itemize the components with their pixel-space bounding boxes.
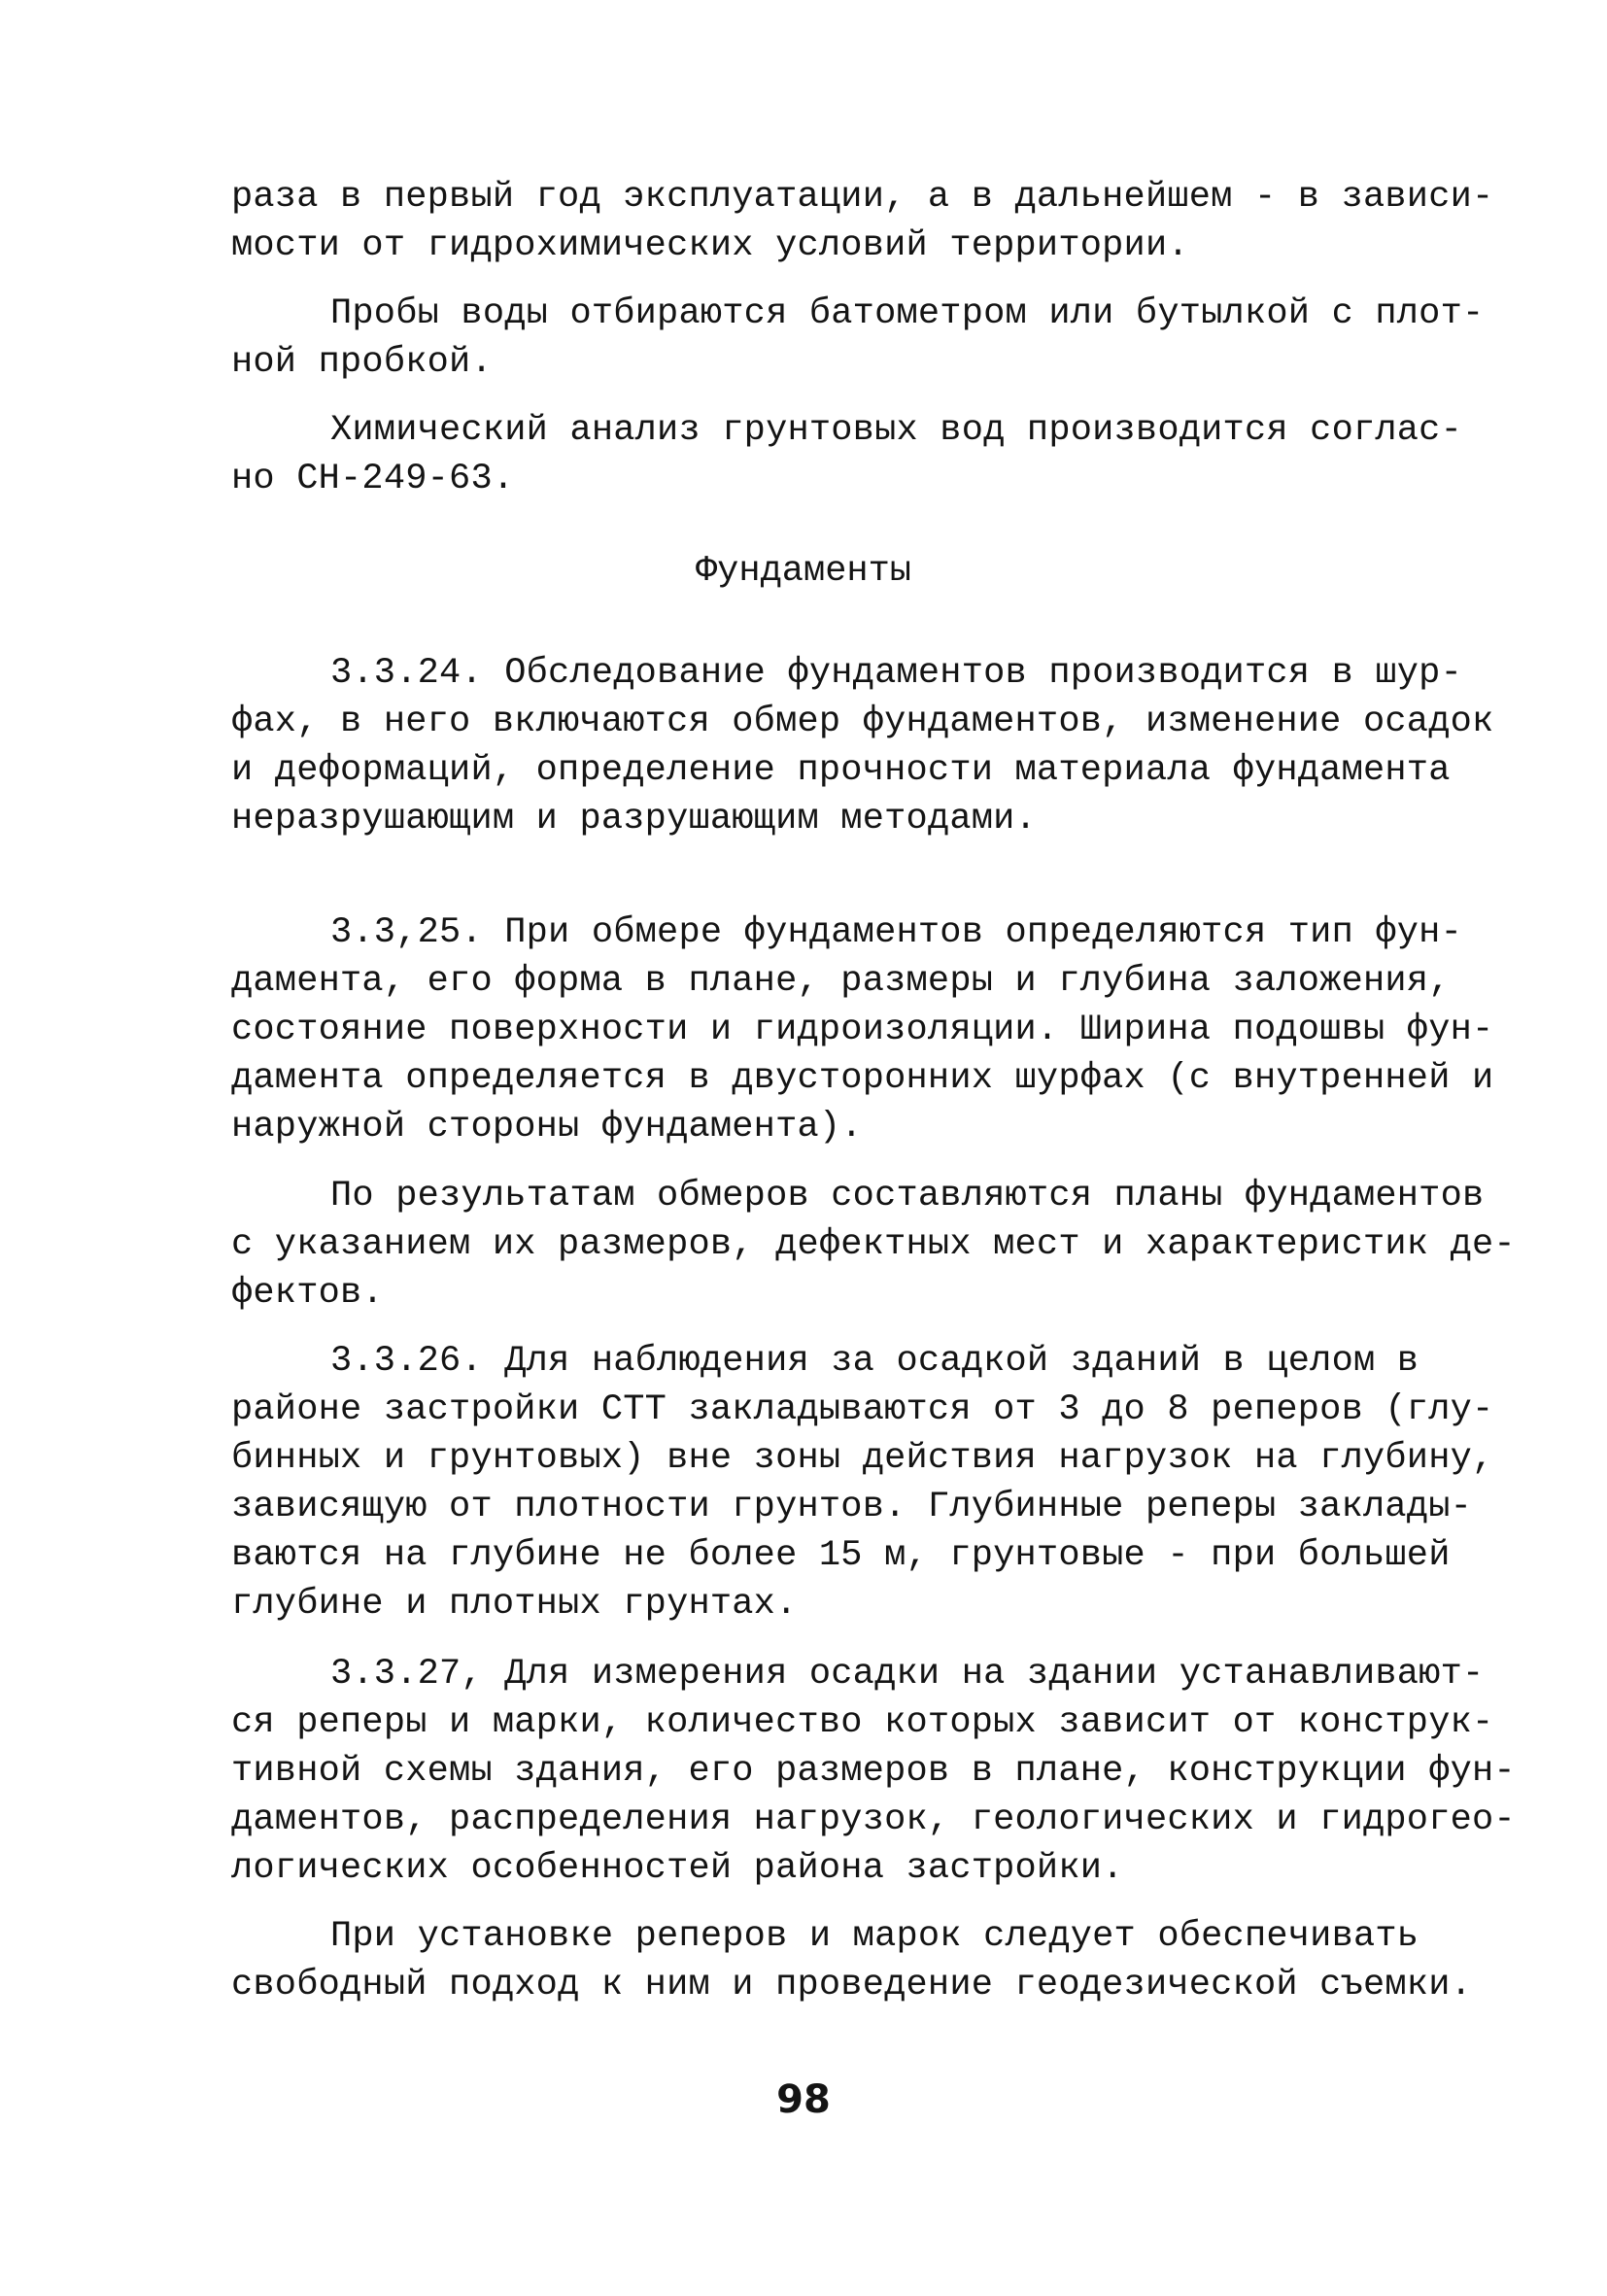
paragraph-water-samples xyxy=(231,290,1485,387)
paragraph-3-3-26 xyxy=(231,1337,1494,1628)
text-line: но СН-249-63. xyxy=(231,459,515,499)
text-line: 3.3.26. Для наблюдения за осадкой зданий в целом в xyxy=(330,1341,1419,1382)
section-heading: Фундаменты xyxy=(695,551,912,592)
text-line: и деформаций, определение прочности материала фундамента xyxy=(231,750,1451,791)
text-line: По результатам обмеров составляются планы фундаментов xyxy=(330,1176,1485,1217)
text-line: тивной схемы здания, его размеров в плане, конструкции фун- xyxy=(231,1751,1516,1792)
text-line: районе застройки СТТ закладываются от 3 до 8 реперов (глу- xyxy=(231,1389,1494,1430)
text-line: бинных и грунтовых) вне зоны действия нагрузок на глубину, xyxy=(231,1438,1494,1479)
text-line: 3.3,25. При обмере фундаментов определяются тип фун- xyxy=(330,912,1462,953)
text-line: фах, в него включаются обмер фундаментов, изменение осадок xyxy=(231,702,1494,742)
text-line: дамента, его форма в плане, размеры и глубина заложения, xyxy=(231,961,1451,1002)
text-line: Химический анализ грунтовых вод производится соглас- xyxy=(330,410,1462,451)
text-line: 3.3.27, Для измерения осадки на здании устанавливают- xyxy=(330,1654,1485,1695)
paragraph-3-3-27 xyxy=(231,1650,1516,1893)
paragraph-foundation-plans xyxy=(231,1172,1516,1318)
text-line: наружной стороны фундамента). xyxy=(231,1107,863,1148)
page-number: 98 xyxy=(776,2077,831,2122)
text-line: При установке реперов и марок следует обеспечивать xyxy=(330,1916,1419,1957)
paragraph-benchmark-access xyxy=(231,1912,1473,2009)
text-line: ся реперы и марки, количество которых зависит от конструк- xyxy=(231,1702,1494,1743)
text-line: даментов, распределения нагрузок, геологических и гидрогео- xyxy=(231,1799,1516,1840)
text-line: глубине и плотных грунтах. xyxy=(231,1584,798,1625)
text-line: логических особенностей района застройки. xyxy=(231,1848,1124,1889)
paragraph-3-3-25 xyxy=(231,908,1494,1151)
text-line: с указанием их размеров, дефектных мест и характеристик де- xyxy=(231,1224,1516,1265)
paragraph-water-sampling-frequency xyxy=(231,173,1494,270)
text-line: состояние поверхности и гидроизоляции. Ширина подошвы фун- xyxy=(231,1010,1494,1050)
text-line: ной пробкой. xyxy=(231,342,493,383)
text-line: ваются на глубине не более 15 м, грунтовые - при большей xyxy=(231,1535,1451,1576)
text-line: свободный подход к ним и проведение геодезической съемки. xyxy=(231,1965,1473,2005)
text-line: неразрушающим и разрушающим методами. xyxy=(231,799,1037,840)
text-line: зависящую от плотности грунтов. Глубинные реперы заклады- xyxy=(231,1487,1473,1527)
paragraph-chemical-analysis xyxy=(231,406,1462,503)
text-line: 3.3.24. Обследование фундаментов производится в шур- xyxy=(330,653,1462,694)
paragraph-3-3-24 xyxy=(231,649,1494,843)
text-line: фектов. xyxy=(231,1273,384,1314)
text-line: раза в первый год эксплуатации, а в дальнейшем - в зависи- xyxy=(231,177,1494,218)
text-line: мости от гидрохимических условий территории. xyxy=(231,225,1189,266)
text-line: Пробы воды отбираются батометром или бутылкой с плот- xyxy=(330,293,1485,334)
text-line: дамента определяется в двусторонних шурфах (с внутренней и xyxy=(231,1058,1494,1099)
